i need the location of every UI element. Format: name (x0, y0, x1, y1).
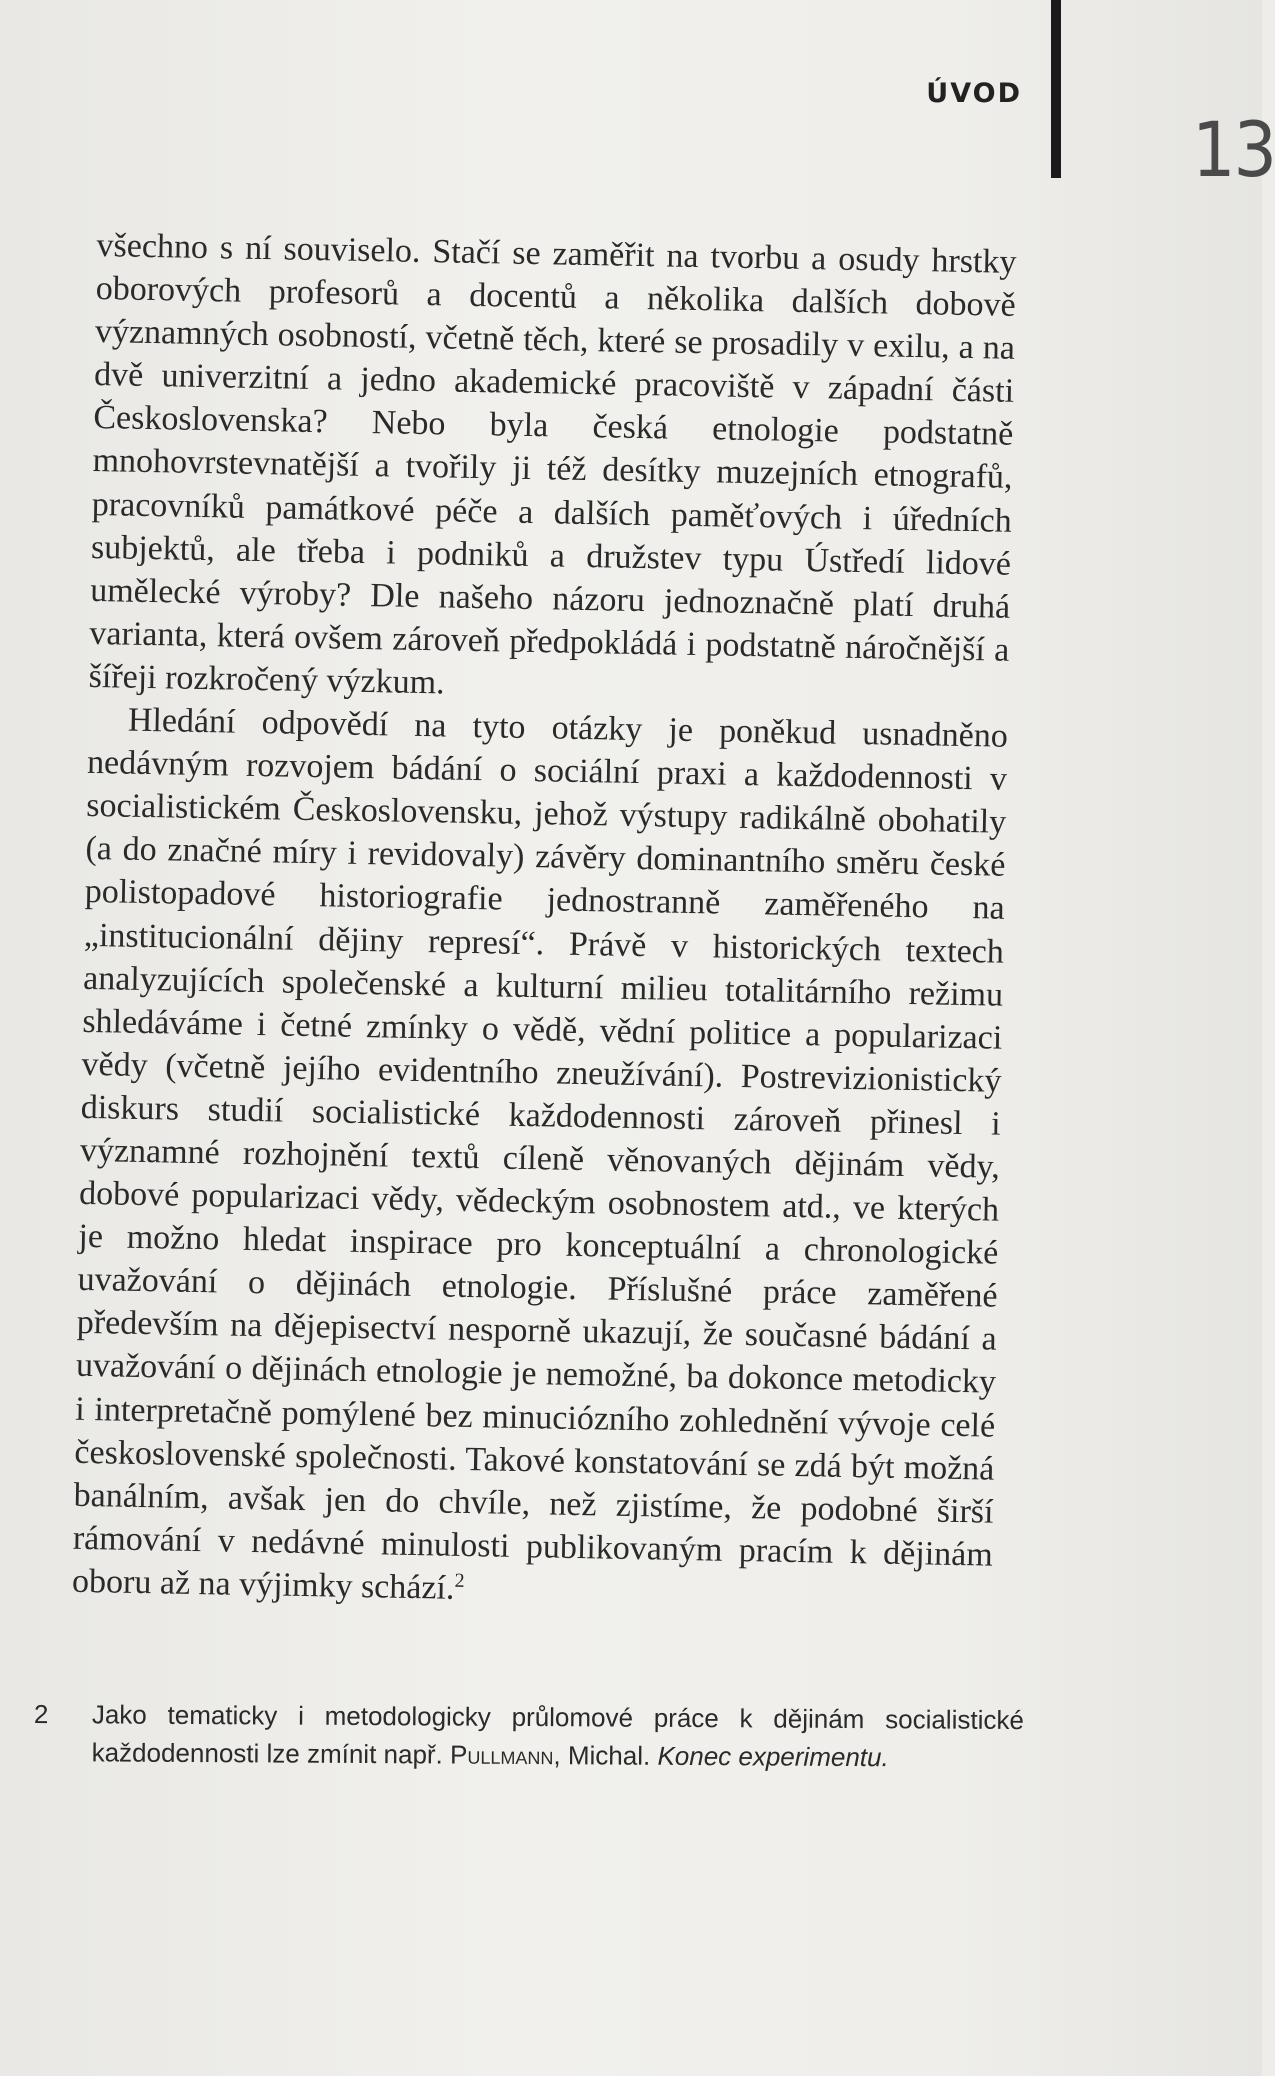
footnote-reference: 2 (454, 1569, 465, 1592)
footnote-body: Jako tematicky i metodologicky průlomové práce k dějinám socialistické každodennosti lze zmínit např. (91, 1699, 1024, 1770)
footnote (34, 1695, 1024, 1777)
paragraph-text: Hledání odpovědí na tyto otázky je poněkud usnadněno nedávným rozvojem bádání o sociální praxi a každodennosti v socialistickém Československu, jehož výstupy radikálně obohatily (a do značné míry i revidovaly) závěry dominantního směru české polistopadové historiografie jednostranně zaměřeného na „institucionální dějiny represí“. Právě v historických textech analyzujících společenské a kulturní milieu totalitárního režimu shledáváme i četné zmínky o vědě, vědní politice a popularizaci vědy (včetně jejího evidentního zneužívání). Postrevizionistický diskurs studií socialistické každodennosti zároveň přinesl i významné rozhojnění textů cíleně věnovaných dějinám vědy, dobové popularizaci vědy, vědeckým osobnostem atd., ve kterých je možno hledat inspirace pro konceptuální a chronologické uvažování o dějinách etnologie. Příslušné práce zaměřené především na dějepisectví nesporně ukazují, že současné bádání a uvažování o dějinách etnologie je nemožné, ba dokonce metodicky i interpretačně pomýlené bez minuciózního zohlednění vývoje celé československé společnosti. Takové konstatování se zdá být možná banálním, avšak jen do chvíle, než zjistíme, že podobné širší rámování v nedávné minulosti publikovaným pracím k dějinám oboru až na výjimky schází. (71, 701, 1009, 1607)
running-header: ÚVOD (926, 78, 1022, 109)
author-first-name: , Michal. (553, 1740, 651, 1771)
page-number: 13 (1192, 105, 1275, 194)
footnote-text (92, 1695, 1024, 1777)
header-vertical-rule (1051, 0, 1061, 178)
cited-title: Konec experimentu. (657, 1740, 889, 1773)
body-text (72, 224, 1017, 1620)
footnote-number: 2 (33, 1698, 49, 1730)
paragraph: všechno s ní souviselo. Stačí se zaměřit na tvorbu a osudy hrstky oborových profesorů a docentů a několika dalších dobově významných osobností, včetně těch, které se prosadily v exilu, a na dvě univerzitní a jedno akademické pracoviště v západní části Československa? Nebo byla česká etnologie podstatně mnohovrstevnatější a tvořily ji též desítky muzejních etnografů, pracovníků památkové péče a dalších paměťových i úředních subjektů, ale třeba i podniků a družstev typu Ústředí lidové umělecké výroby? Dle našeho názoru jednoznačně platí druhá varianta, která ovšem zároveň předpokládá i podstatně náročnější a šířeji rozkročený výzkum. (88, 226, 1017, 702)
paragraph-with-footnote (72, 698, 1008, 1620)
author-surname: Pullmann (449, 1739, 554, 1771)
